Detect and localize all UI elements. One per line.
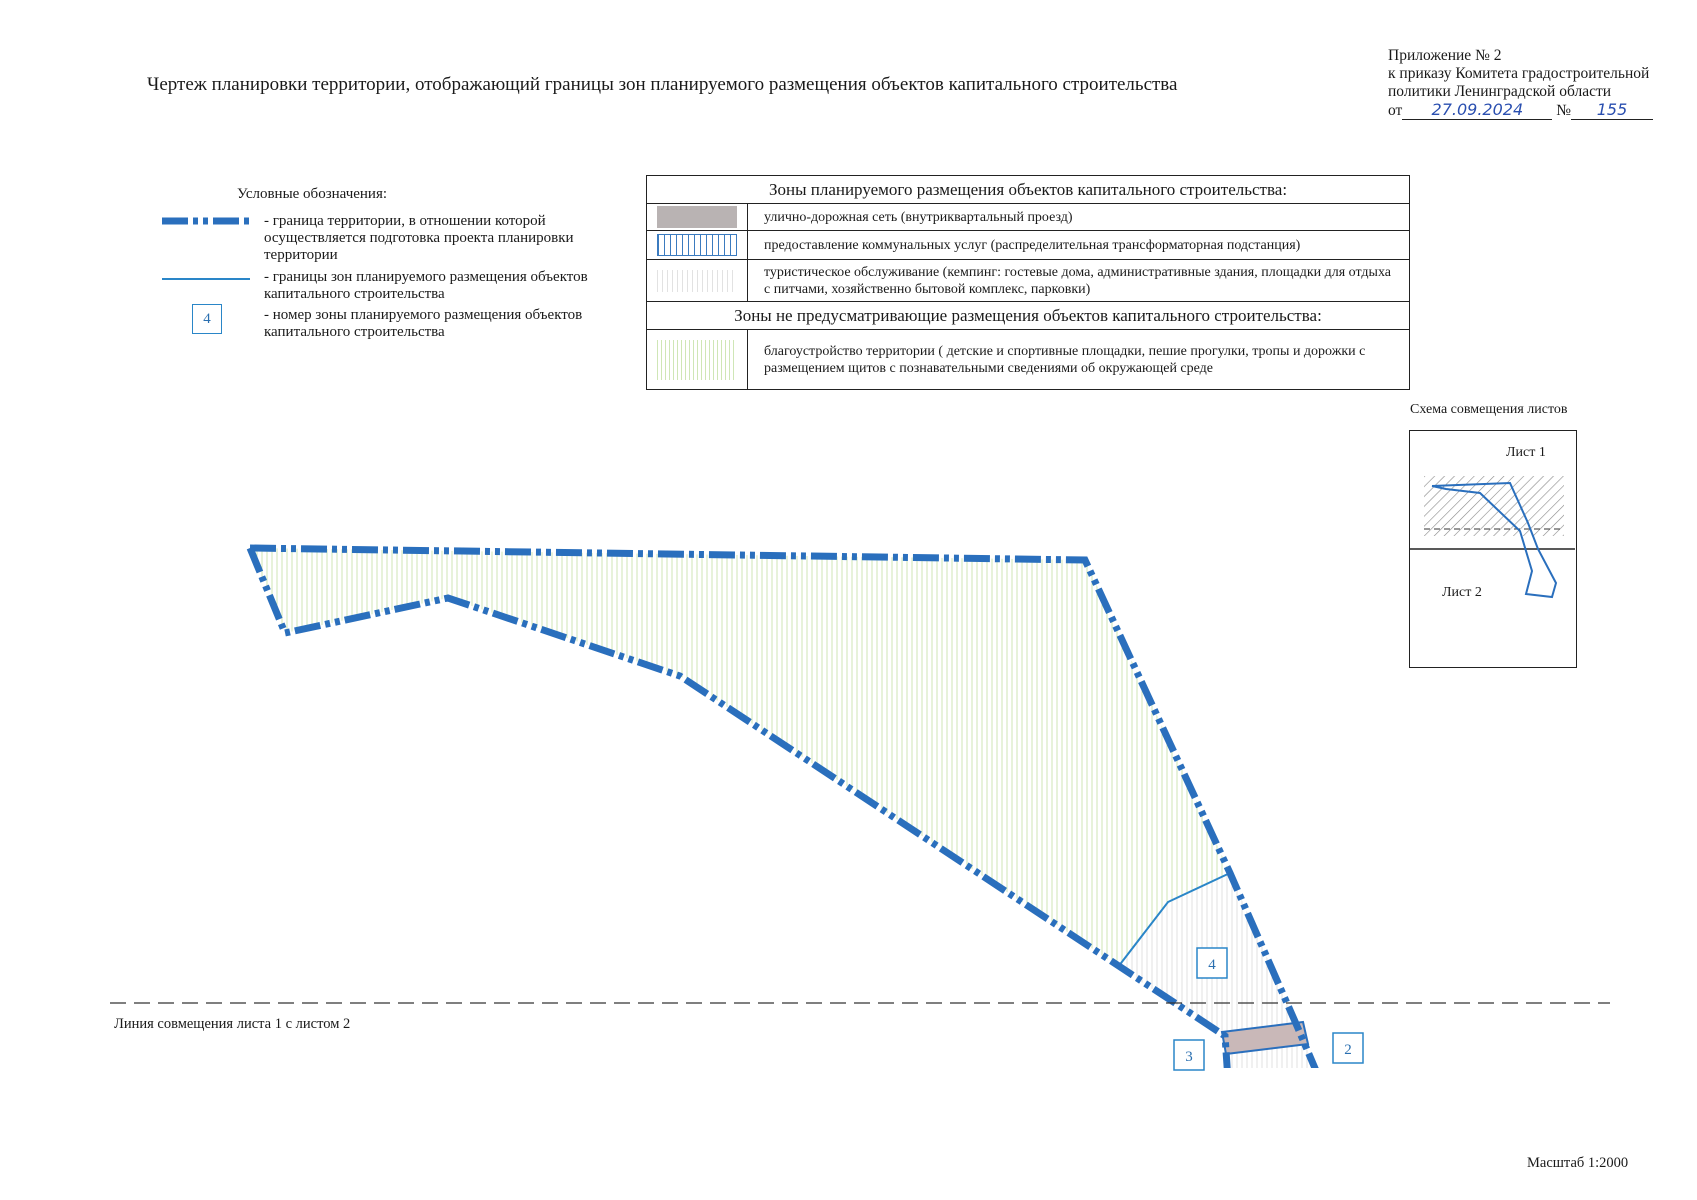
zone-label-3 xyxy=(1174,1040,1204,1070)
number-prefix: № xyxy=(1556,102,1571,119)
zone-row-road: улично-дорожная сеть (внутриквартальный проезд) xyxy=(748,204,1410,231)
svg-text:3: 3 xyxy=(1185,1049,1193,1065)
sheet2-label: Лист 2 xyxy=(1442,585,1482,600)
appendix-line-3: политики Ленинградской области xyxy=(1388,83,1612,100)
join-line-label: Линия совмещения листа 1 с листом 2 xyxy=(114,1016,351,1032)
svg-text:2: 2 xyxy=(1344,1042,1352,1058)
svg-text:4: 4 xyxy=(1208,957,1216,973)
appendix-line-2: к приказу Комитета градостроительной xyxy=(1388,65,1650,82)
zone-row-tourism: туристическое обслуживание (кемпинг: гостевые дома, административные здания, площадки для отдыха с питчами, хозяйственно бытовой комплекс, парковки) xyxy=(748,260,1410,302)
order-number: 155 xyxy=(1571,101,1653,120)
zone-label-4 xyxy=(1197,948,1227,978)
zone-row-landscaping: благоустройство территории ( детские и спортивные площадки, пешие прогулки, тропы и дорожки с размещением щитов с познавательными сведениями об окружающей среде xyxy=(748,330,1410,390)
zones-not-planned-header: Зоны не предусматривающие размещения объектов капитального строительства: xyxy=(647,302,1410,330)
legend-item-zone-number: - номер зоны планируемого размещения объектов капитального строительства xyxy=(264,307,583,340)
legend-item-zone-lines: - границы зон планируемого размещения объектов капитального строительства xyxy=(264,269,588,302)
scale-label: Масштаб 1:2000 xyxy=(1527,1155,1629,1171)
legend-item-boundary: - граница территории, в отношении которой осуществляется подготовка проекта планировки территории xyxy=(264,213,574,263)
page-title: Чертеж планировки территории, отображающий границы зон планируемого размещения объектов капитального строительства xyxy=(147,74,1178,95)
zones-planned-header: Зоны планируемого размещения объектов капитального строительства: xyxy=(647,176,1410,204)
order-date: 27.09.2024 xyxy=(1402,101,1552,120)
appendix-line-1: Приложение № 2 xyxy=(1388,47,1502,64)
sheet-scheme-title: Схема совмещения листов xyxy=(1410,402,1568,417)
legend-title: Условные обозначения: xyxy=(237,186,388,202)
sheet1-label: Лист 1 xyxy=(1506,445,1546,460)
zone-row-utility: предоставление коммунальных услуг (распределительная трансформаторная подстанция) xyxy=(748,231,1410,260)
zone-label-2 xyxy=(1333,1033,1363,1063)
from-prefix: от xyxy=(1388,102,1403,119)
zone-number-symbol: 4 xyxy=(192,304,222,334)
